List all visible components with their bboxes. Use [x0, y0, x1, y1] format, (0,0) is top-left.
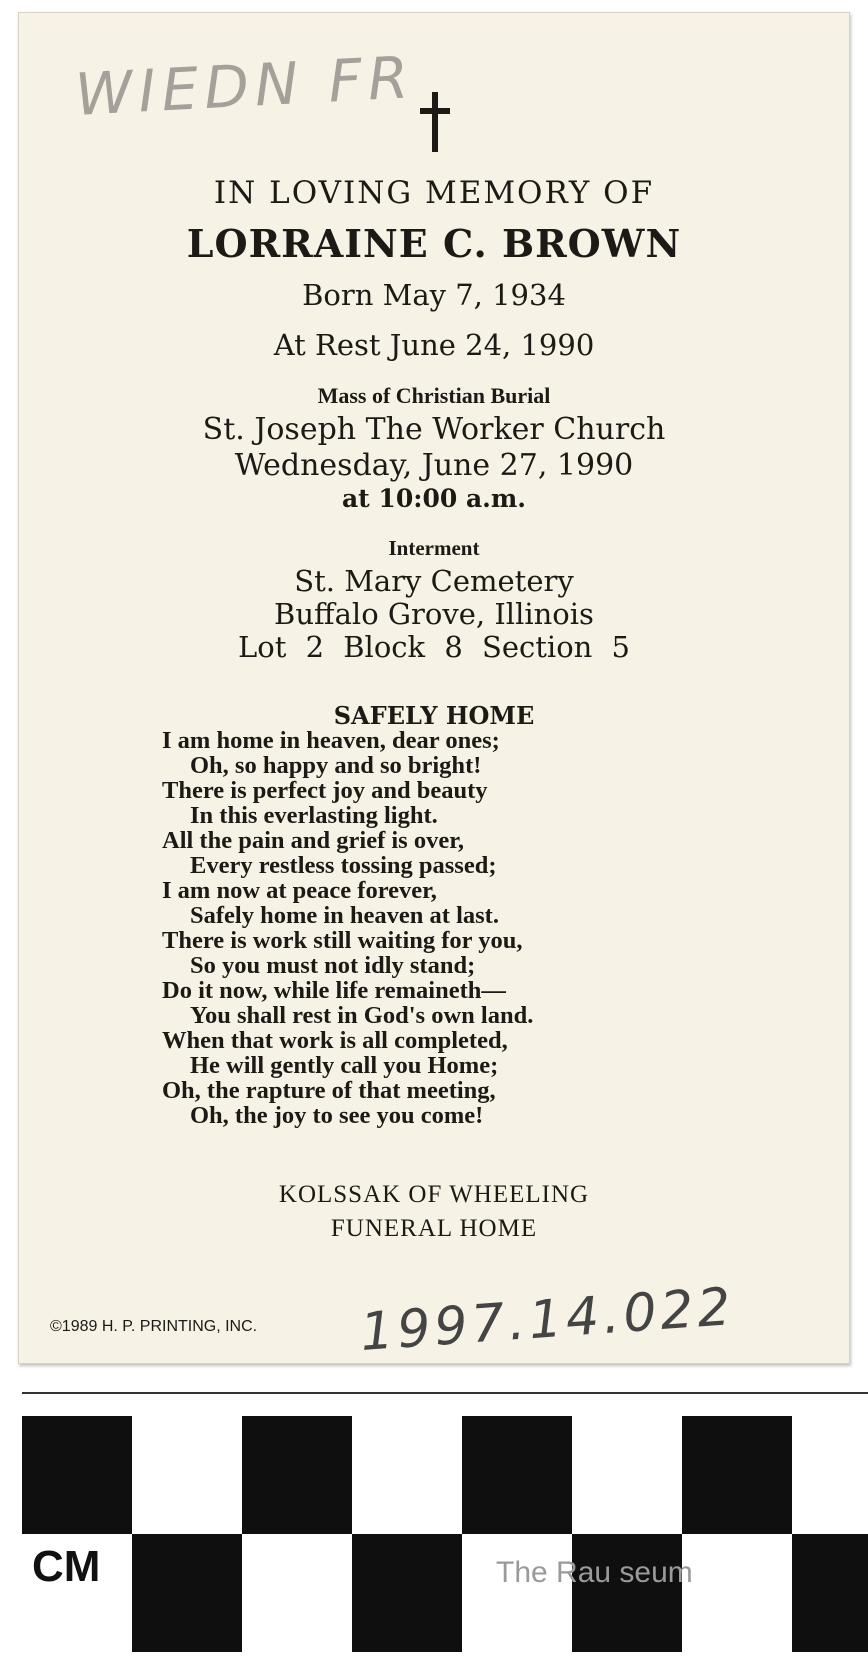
cemetery-lot: Lot 2 Block 8 Section 5 — [237, 630, 630, 664]
accession-number: 1997.14.022 — [358, 1276, 737, 1364]
funeral-home-line: FUNERAL HOME — [330, 1215, 538, 1242]
interment-label: Interment — [388, 536, 480, 560]
scale-square — [462, 1416, 572, 1534]
poem-line: Oh, the joy to see you come! — [190, 1102, 484, 1129]
scale-square — [352, 1534, 462, 1652]
poem-line: There is perfect joy and beauty — [162, 777, 488, 804]
poem-line: Safely home in heaven at last. — [190, 902, 499, 929]
mass-label: Mass of Christian Burial — [317, 383, 551, 408]
cross-icon — [420, 92, 450, 152]
scale-square — [242, 1534, 352, 1652]
poem-line: Do it now, while life remaineth— — [162, 977, 506, 1004]
scale-square — [682, 1416, 792, 1534]
poem-line: He will gently call you Home; — [190, 1052, 499, 1079]
birth-date: Born May 7, 1934 — [302, 278, 566, 312]
scale-bar — [22, 1392, 868, 1634]
poem-line: I am home in heaven, dear ones; — [162, 727, 500, 754]
death-date: At Rest June 24, 1990 — [273, 328, 595, 362]
memorial-card — [18, 12, 850, 1364]
poem-line: Oh, the rapture of that meeting, — [162, 1077, 496, 1104]
poem-line: Every restless tossing passed; — [190, 852, 497, 879]
mass-time: at 10:00 a.m. — [341, 484, 527, 513]
mass-date: Wednesday, June 27, 1990 — [234, 448, 634, 483]
poem-line: So you must not idly stand; — [190, 952, 476, 979]
copyright: ©1989 H. P. PRINTING, INC. — [50, 1318, 258, 1335]
watermark: The Rau seum — [496, 1556, 693, 1589]
scale-square — [22, 1416, 132, 1534]
scale-square — [462, 1534, 572, 1652]
poem-title: SAFELY HOME — [333, 701, 535, 730]
scale-unit-label: CM — [32, 1542, 101, 1591]
scale-square — [352, 1416, 462, 1534]
scale-square — [682, 1534, 792, 1652]
church-name: St. Joseph The Worker Church — [202, 412, 666, 447]
funeral-home — [0, 1178, 868, 1246]
deceased-name: LORRAINE C. BROWN — [186, 221, 682, 266]
poem-line: All the pain and grief is over, — [162, 827, 464, 854]
cemetery-name: St. Mary Cemetery — [294, 564, 574, 598]
scale-square — [242, 1416, 352, 1534]
scale-square — [132, 1534, 242, 1652]
poem-line: I am now at peace forever, — [162, 877, 437, 904]
poem — [162, 728, 722, 1128]
scale-square — [132, 1416, 242, 1534]
heading: IN LOVING MEMORY OF — [213, 175, 655, 211]
poem-line: In this everlasting light. — [190, 802, 438, 829]
poem-line: When that work is all completed, — [162, 1027, 508, 1054]
poem-line: Oh, so happy and so bright! — [190, 752, 482, 779]
scale-square — [572, 1534, 682, 1652]
scale-square — [792, 1534, 868, 1652]
cemetery-city: Buffalo Grove, Illinois — [274, 597, 594, 631]
handwritten-note: WIEDN FR — [73, 43, 416, 129]
funeral-home-line: KOLSSAK OF WHEELING — [278, 1181, 590, 1208]
scale-square — [572, 1416, 682, 1534]
scale-square — [792, 1416, 868, 1534]
poem-line: There is work still waiting for you, — [162, 927, 523, 954]
poem-line: You shall rest in God's own land. — [190, 1002, 534, 1029]
